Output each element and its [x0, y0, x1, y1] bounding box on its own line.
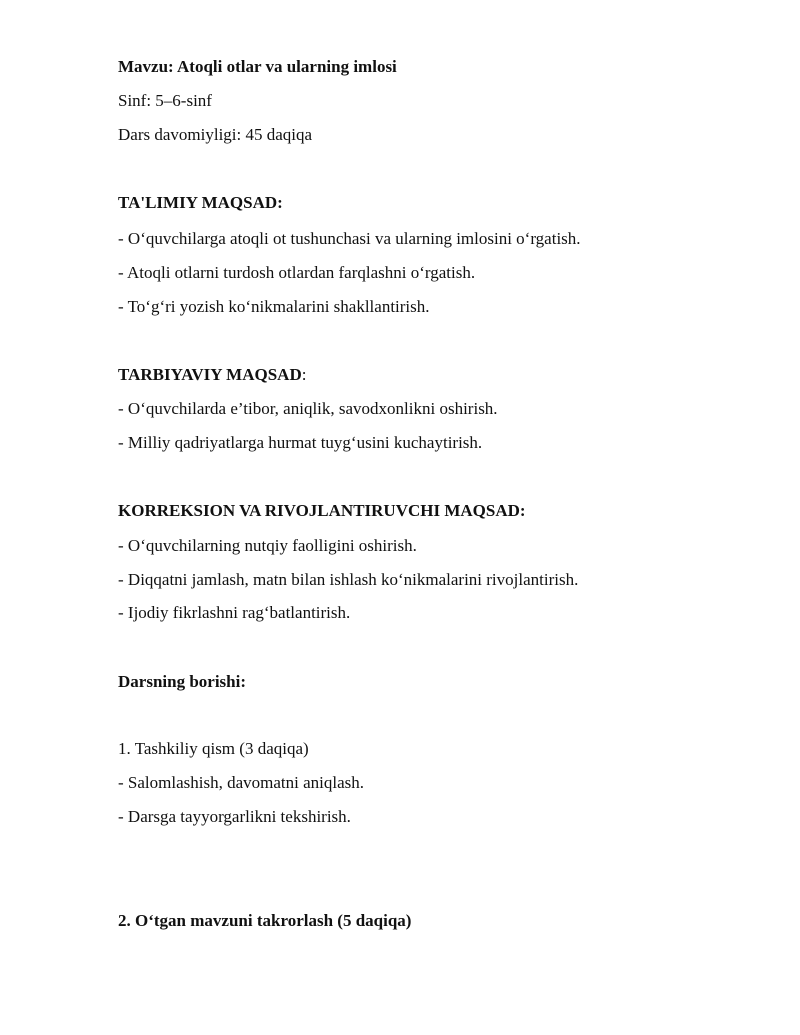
educational-goal-heading: TA'LIMIY MAQSAD:: [118, 193, 283, 212]
upbringing-goal-heading: [118, 364, 306, 386]
educational-goal-item: - To‘g‘ri yozish ko‘nikmalarini shakllantirish.: [118, 297, 430, 316]
lesson-flow-heading: Darsning borishi:: [118, 672, 246, 691]
stage-1-title: 1. Tashkiliy qism (3 daqiqa): [118, 739, 309, 758]
educational-goal-item: - Atoqli otlarni turdosh otlardan farqlashni o‘rgatish.: [118, 263, 476, 282]
developmental-goal-item: - Ijodiy fikrlashni rag‘batlantirish.: [118, 603, 351, 622]
stage-2-title: 2. O‘tgan mavzuni takrorlash (5 daqiqa): [118, 911, 412, 930]
developmental-goal-heading: KORREKSION VA RIVOJLANTIRUVCHI MAQSAD:: [118, 501, 526, 520]
upbringing-goal-heading-colon: :: [301, 365, 307, 384]
educational-goal-item: - O‘quvchilarga atoqli ot tushunchasi va ularning imlosini o‘rgatish.: [118, 229, 581, 248]
upbringing-goal-heading-text: TARBIYAVIY MAQSAD: [118, 365, 302, 384]
upbringing-goal-item: - O‘quvchilarda e’tibor, aniqlik, savodxonlikni oshirish.: [118, 399, 498, 418]
lesson-grade: Sinf: 5–6-sinf: [118, 91, 212, 110]
lesson-duration: Dars davomiyligi: 45 daqiqa: [118, 125, 313, 144]
developmental-goal-item: - O‘quvchilarning nutqiy faolligini oshirish.: [118, 536, 417, 555]
stage-1-item: - Salomlashish, davomatni aniqlash.: [118, 773, 364, 792]
lesson-topic: Mavzu: Atoqli otlar va ularning imlosi: [118, 57, 397, 76]
stage-1-item: - Darsga tayyorgarlikni tekshirish.: [118, 807, 351, 826]
upbringing-goal-item: - Milliy qadriyatlarga hurmat tuyg‘usini kuchaytirish.: [118, 433, 483, 452]
developmental-goal-item: - Diqqatni jamlash, matn bilan ishlash ko‘nikmalarini rivojlantirish.: [118, 570, 579, 589]
